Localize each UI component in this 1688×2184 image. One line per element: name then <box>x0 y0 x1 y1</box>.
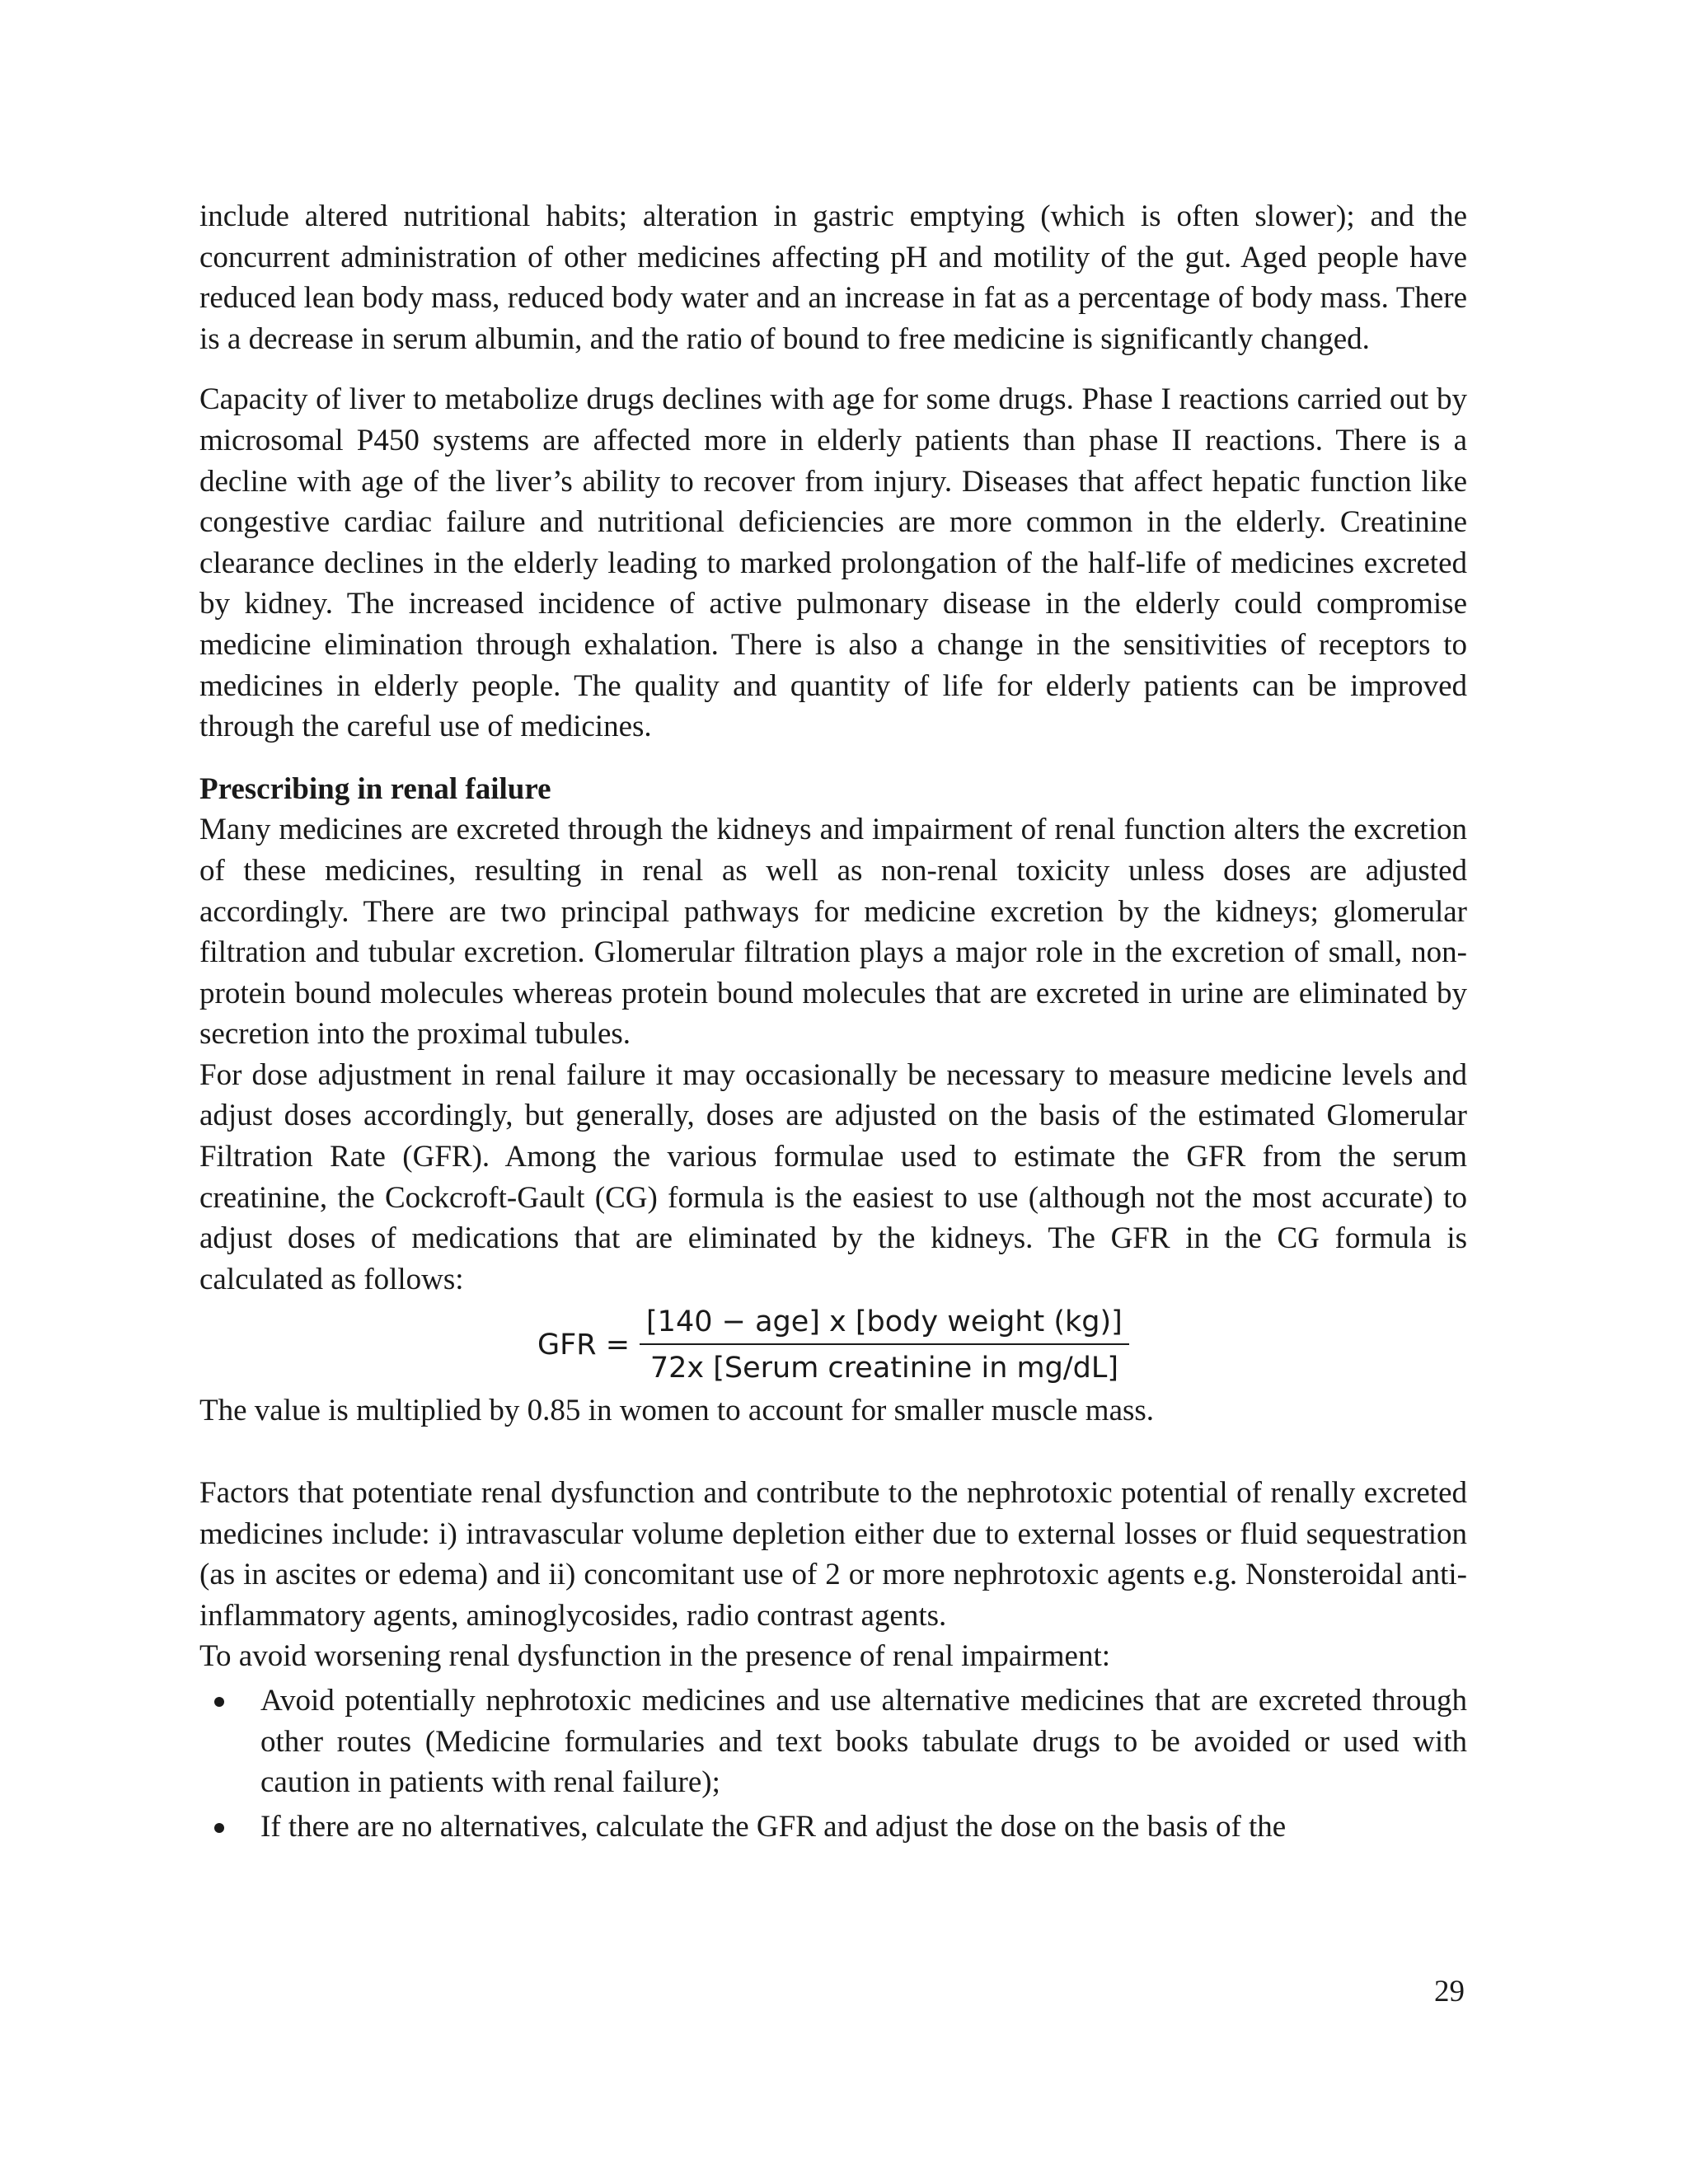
paragraph-women-note: The value is multiplied by 0.85 in women to account for smaller muscle mass. <box>199 1394 1155 1428</box>
formula-denominator: 72x [Serum creatinine in mg/dL] <box>649 1352 1118 1385</box>
section-heading-renal-failure: Prescribing in renal failure <box>199 771 551 806</box>
formula-fraction <box>640 1304 1129 1386</box>
paragraph-dose-adjustment: For dose adjustment in renal failure it may occasionally be necessary to measure medicine levels and adjust doses accordingly, but generally, doses are adjusted on the basis of the estimated Glomerular Filtration Rate (GFR). Among the various formulae used to estimate the GFR from the serum creatinine, the Cockcroft-Gault (CG) formula is the easiest to use (although not the most accurate) to adjust doses of medications that are eliminated by the kidneys. The GFR in the CG formula is calculated as follows: <box>199 1057 1467 1296</box>
paragraph-factors: Factors that potentiate renal dysfunction and contribute to the nephrotoxic potential of renally excreted medicines include: i) intravascular volume depletion either due to external losses or fluid sequestration (as in ascites or edema) and ii) concomitant use of 2 or more nephrotoxic agents e.g. Nonsteroidal anti-inflammatory agents, aminoglycosides, radio contrast agents. <box>199 1476 1467 1633</box>
list-item <box>199 1680 1467 1803</box>
bullet-text: Avoid potentially nephrotoxic medicines and use alternative medicines that are excreted through other routes (Medicine formularies and text books tabulate drugs to be avoided or used with caution in patients with renal failure); <box>260 1684 1467 1800</box>
gfr-formula <box>537 1300 1467 1390</box>
paragraph-intro: include altered nutritional habits; alteration in gastric emptying (which is often slower); and the concurrent administration of other medicines affecting pH and motility of the gut. Aged people have reduced lean body mass, reduced body water and an increase in fat as a percentage of body mass. There is a decrease in serum albumin, and the ratio of bound to free medicine is significantly changed. <box>199 199 1467 356</box>
formula-numerator: [140 − age] x [body weight (kg)] <box>646 1305 1123 1339</box>
formula-lhs: GFR = <box>537 1329 631 1362</box>
bullet-icon <box>214 1823 224 1833</box>
page-body <box>199 196 1467 1847</box>
page-number: 29 <box>1434 1975 1465 2008</box>
paragraph-avoid-intro: To avoid worsening renal dysfunction in the presence of renal impairment: <box>199 1639 1111 1674</box>
bullet-text: If there are no alternatives, calculate the GFR and adjust the dose on the basis of the <box>260 1809 1287 1844</box>
paragraph-liver: Capacity of liver to metabolize drugs declines with age for some drugs. Phase I reactions carried out by microsomal P450 systems are affected more in elderly patients than phase II reactions. There is a decline with age of the liver’s ability to recover from injury. Diseases that affect hepatic function like congestive cardiac failure and nutritional deficiencies are more common in the elderly. Creatinine clearance declines in the elderly leading to marked prolongation of the half-life of medicines excreted by kidney. The increased incidence of active pulmonary disease in the elderly could compromise medicine elimination through exhalation. There is also a change in the sensitivities of receptors to medicines in elderly people. The quality and quantity of life for elderly patients can be improved through the careful use of medicines. <box>199 382 1467 744</box>
list-item <box>199 1807 1467 1848</box>
avoid-bullet-list <box>199 1680 1467 1847</box>
paragraph-renal-intro: Many medicines are excreted through the kidneys and impairment of renal function alters the excretion of these medicines, resulting in renal as well as non-renal toxicity unless doses are adjusted accordingly. There are two principal pathways for medicine excretion by the kidneys; glomerular filtration and tubular excretion. Glomerular filtration plays a major role in the excretion of small, non-protein bound molecules whereas protein bound molecules that are excreted in urine are eliminated by secretion into the proximal tubules. <box>199 813 1467 1052</box>
bullet-icon <box>214 1697 224 1707</box>
